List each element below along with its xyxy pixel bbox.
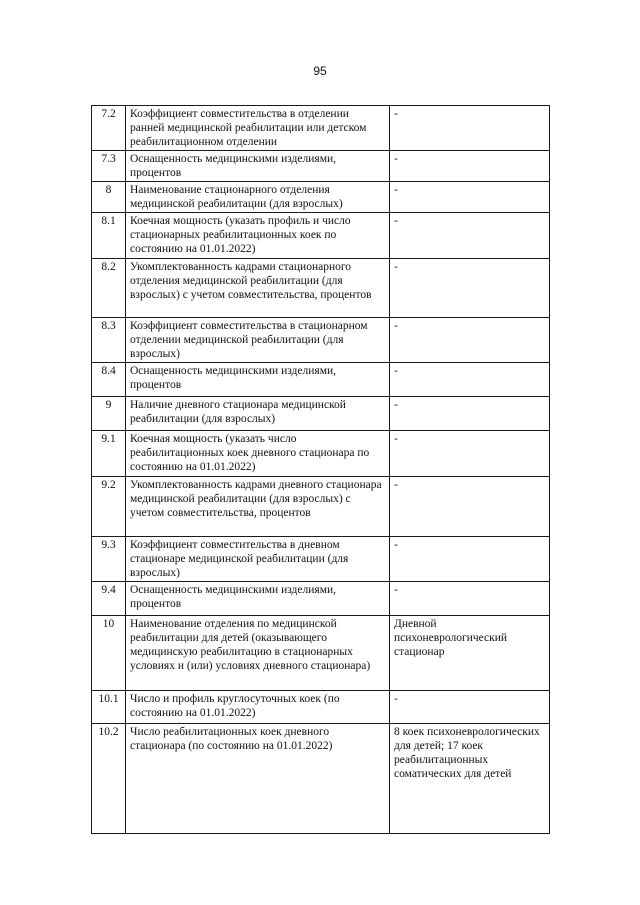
row-number: 9.1 — [92, 431, 126, 477]
row-number: 8.4 — [92, 363, 126, 397]
row-number: 9 — [92, 397, 126, 431]
table-row — [92, 363, 550, 397]
table-row — [92, 106, 550, 151]
row-indicator: Коэффициент совместительства в дневном стационаре медицинской реабилитации (для взрослых) — [126, 537, 390, 582]
table-row — [92, 318, 550, 363]
row-indicator: Наличие дневного стационара медицинской реабилитации (для взрослых) — [126, 397, 390, 431]
table-row — [92, 691, 550, 724]
indicators-table — [91, 105, 550, 834]
row-value: - — [390, 151, 550, 182]
row-number: 9.2 — [92, 477, 126, 537]
row-number: 7.2 — [92, 106, 126, 151]
row-value: - — [390, 582, 550, 616]
row-value: - — [390, 213, 550, 259]
row-value: - — [390, 182, 550, 213]
row-number: 7.3 — [92, 151, 126, 182]
table-row — [92, 537, 550, 582]
table-row — [92, 182, 550, 213]
row-number: 8 — [92, 182, 126, 213]
row-indicator: Наименование стационарного отделения медицинской реабилитации (для взрослых) — [126, 182, 390, 213]
row-value: - — [390, 691, 550, 724]
table-row — [92, 431, 550, 477]
row-value: 8 коек психоневрологических для детей; 17 коек реабилитационных соматических для детей — [390, 724, 550, 834]
row-value: - — [390, 106, 550, 151]
row-indicator: Число реабилитационных коек дневного стационара (по состоянию на 01.01.2022) — [126, 724, 390, 834]
row-value: - — [390, 259, 550, 318]
row-number: 10.2 — [92, 724, 126, 834]
row-value: - — [390, 477, 550, 537]
row-number: 8.3 — [92, 318, 126, 363]
row-value: - — [390, 363, 550, 397]
row-indicator: Укомплектованность кадрами стационарного отделения медицинской реабилитации (для взрослых) с учетом совместительства, процентов — [126, 259, 390, 318]
row-indicator: Оснащенность медицинскими изделиями, процентов — [126, 151, 390, 182]
row-indicator: Коэффициент совместительства в стационарном отделении медицинской реабилитации (для взрослых) — [126, 318, 390, 363]
row-number: 10.1 — [92, 691, 126, 724]
row-number: 10 — [92, 616, 126, 691]
row-indicator: Коэффициент совместительства в отделении ранней медицинской реабилитации или детском реабилитационном отделении — [126, 106, 390, 151]
row-indicator: Оснащенность медицинскими изделиями, процентов — [126, 582, 390, 616]
row-value: - — [390, 318, 550, 363]
row-value: - — [390, 397, 550, 431]
row-indicator: Число и профиль круглосуточных коек (по состоянию на 01.01.2022) — [126, 691, 390, 724]
table-row — [92, 616, 550, 691]
row-indicator: Оснащенность медицинскими изделиями, процентов — [126, 363, 390, 397]
row-value: Дневной психоневрологический стационар — [390, 616, 550, 691]
row-indicator: Наименование отделения по медицинской реабилитации для детей (оказывающего медицинскую реабилитацию в стационарных условиях и (или) условиях дневного стационара) — [126, 616, 390, 691]
table-row — [92, 477, 550, 537]
row-number: 8.2 — [92, 259, 126, 318]
row-indicator: Укомплектованность кадрами дневного стационара медицинской реабилитации (для взрослых) с учетом совместительства, процентов — [126, 477, 390, 537]
row-value: - — [390, 431, 550, 477]
table-row — [92, 213, 550, 259]
page-number: 95 — [313, 64, 327, 78]
row-number: 9.4 — [92, 582, 126, 616]
row-number: 9.3 — [92, 537, 126, 582]
row-value: - — [390, 537, 550, 582]
row-indicator: Коечная мощность (указать профиль и число стационарных реабилитационных коек по состоянию на 01.01.2022) — [126, 213, 390, 259]
table-row — [92, 259, 550, 318]
table-row — [92, 151, 550, 182]
row-indicator: Коечная мощность (указать число реабилитационных коек дневного стационара по состоянию на 01.01.2022) — [126, 431, 390, 477]
row-number: 8.1 — [92, 213, 126, 259]
table-row — [92, 397, 550, 431]
table-row — [92, 724, 550, 834]
table-row — [92, 582, 550, 616]
